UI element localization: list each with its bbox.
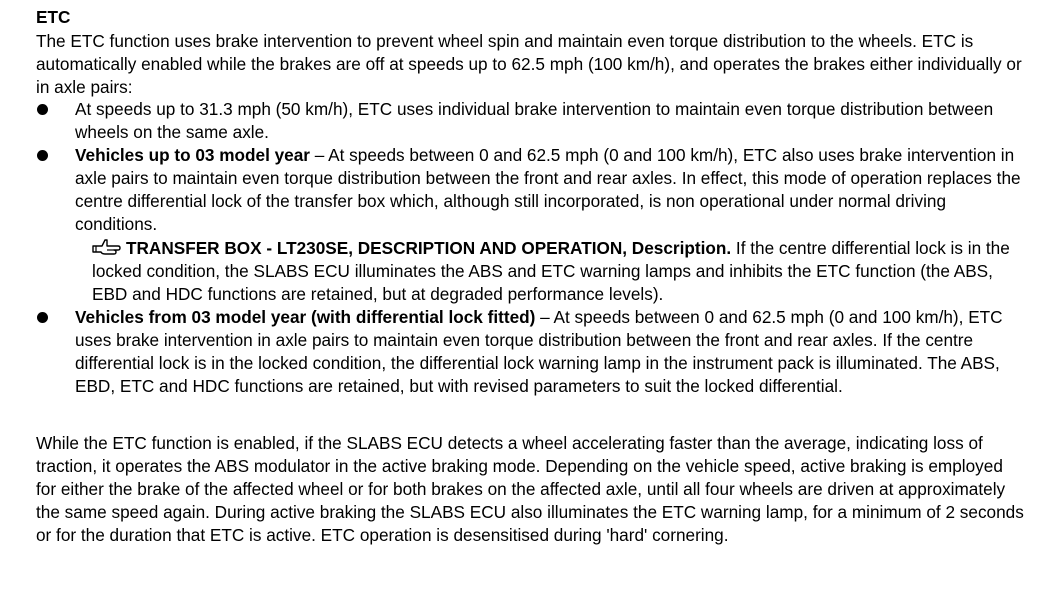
bullet-lead: Vehicles from 03 model year (with differential lock fitted)	[75, 306, 536, 327]
reference-link[interactable]: TRANSFER BOX - LT230SE, DESCRIPTION AND OPERATION, Description.	[126, 237, 732, 258]
pointing-hand-icon	[92, 237, 126, 257]
bullet-item-3	[36, 306, 1026, 398]
bullet-lead: Vehicles up to 03 model year	[75, 145, 310, 166]
bullet-dot-icon	[37, 104, 48, 115]
closing-paragraph: While the ETC function is enabled, if the SLABS ECU detects a wheel accelerating faster than the average, indicating loss of traction, it operates the ABS modulator in the active braking mode. Depending on the vehicle speed, active braking is employed for either the brake of the affected wheel or for both brakes on the affected axle, until all four wheels are driven at approximately the same speed again. During active braking the SLABS ECU also illuminates the ETC warning lamp, for a minimum of 2 seconds or for the duration that ETC is active. ETC operation is desensitised during 'hard' cornering.	[36, 433, 1024, 546]
bullet-list	[36, 98, 1026, 398]
bullet-text: At speeds up to 31.3 mph (50 km/h), ETC uses individual brake intervention to maintain even torque distribution between wheels on the same axle.	[75, 99, 994, 143]
reference-text: If the centre differential lock is in the locked condition, the SLABS ECU illuminates the ABS and ETC warning lamps and inhibits the ETC function (the ABS, EBD and HDC functions are retained, but at degraded performance levels).	[92, 237, 1010, 304]
bullet-item-2	[36, 144, 1026, 306]
bullet-text: – At speeds between 0 and 62.5 mph (0 and 100 km/h), ETC also uses brake intervention in axle pairs to maintain even torque distribution between the front and rear axles. In effect, this mode of operation replaces the centre differential lock of the transfer box which, although still incorporated, is non operational under normal driving conditions.	[75, 145, 1021, 235]
intro-paragraph: The ETC function uses brake intervention to prevent wheel spin and maintain even torque distribution to the wheels. ETC is automatically enabled while the brakes are off at speeds up to 62.5 mph (100 km/h), and operates the brakes either individually or in axle pairs:	[36, 31, 1022, 98]
bullet-dot-icon	[37, 312, 48, 323]
cross-reference	[75, 237, 1026, 306]
bullet-item-1	[36, 98, 1026, 144]
bullet-text: – At speeds between 0 and 62.5 mph (0 and 100 km/h), ETC uses brake intervention in axle pairs to maintain even torque distribution between the front and rear axles. If the centre differential lock is in the locked condition, the differential lock warning lamp in the instrument pack is illuminated. The ABS, EBD, ETC and HDC functions are retained, but with revised parameters to suit the locked differential.	[75, 306, 1003, 397]
bullet-dot-icon	[37, 150, 48, 161]
section-heading: ETC	[36, 7, 71, 27]
